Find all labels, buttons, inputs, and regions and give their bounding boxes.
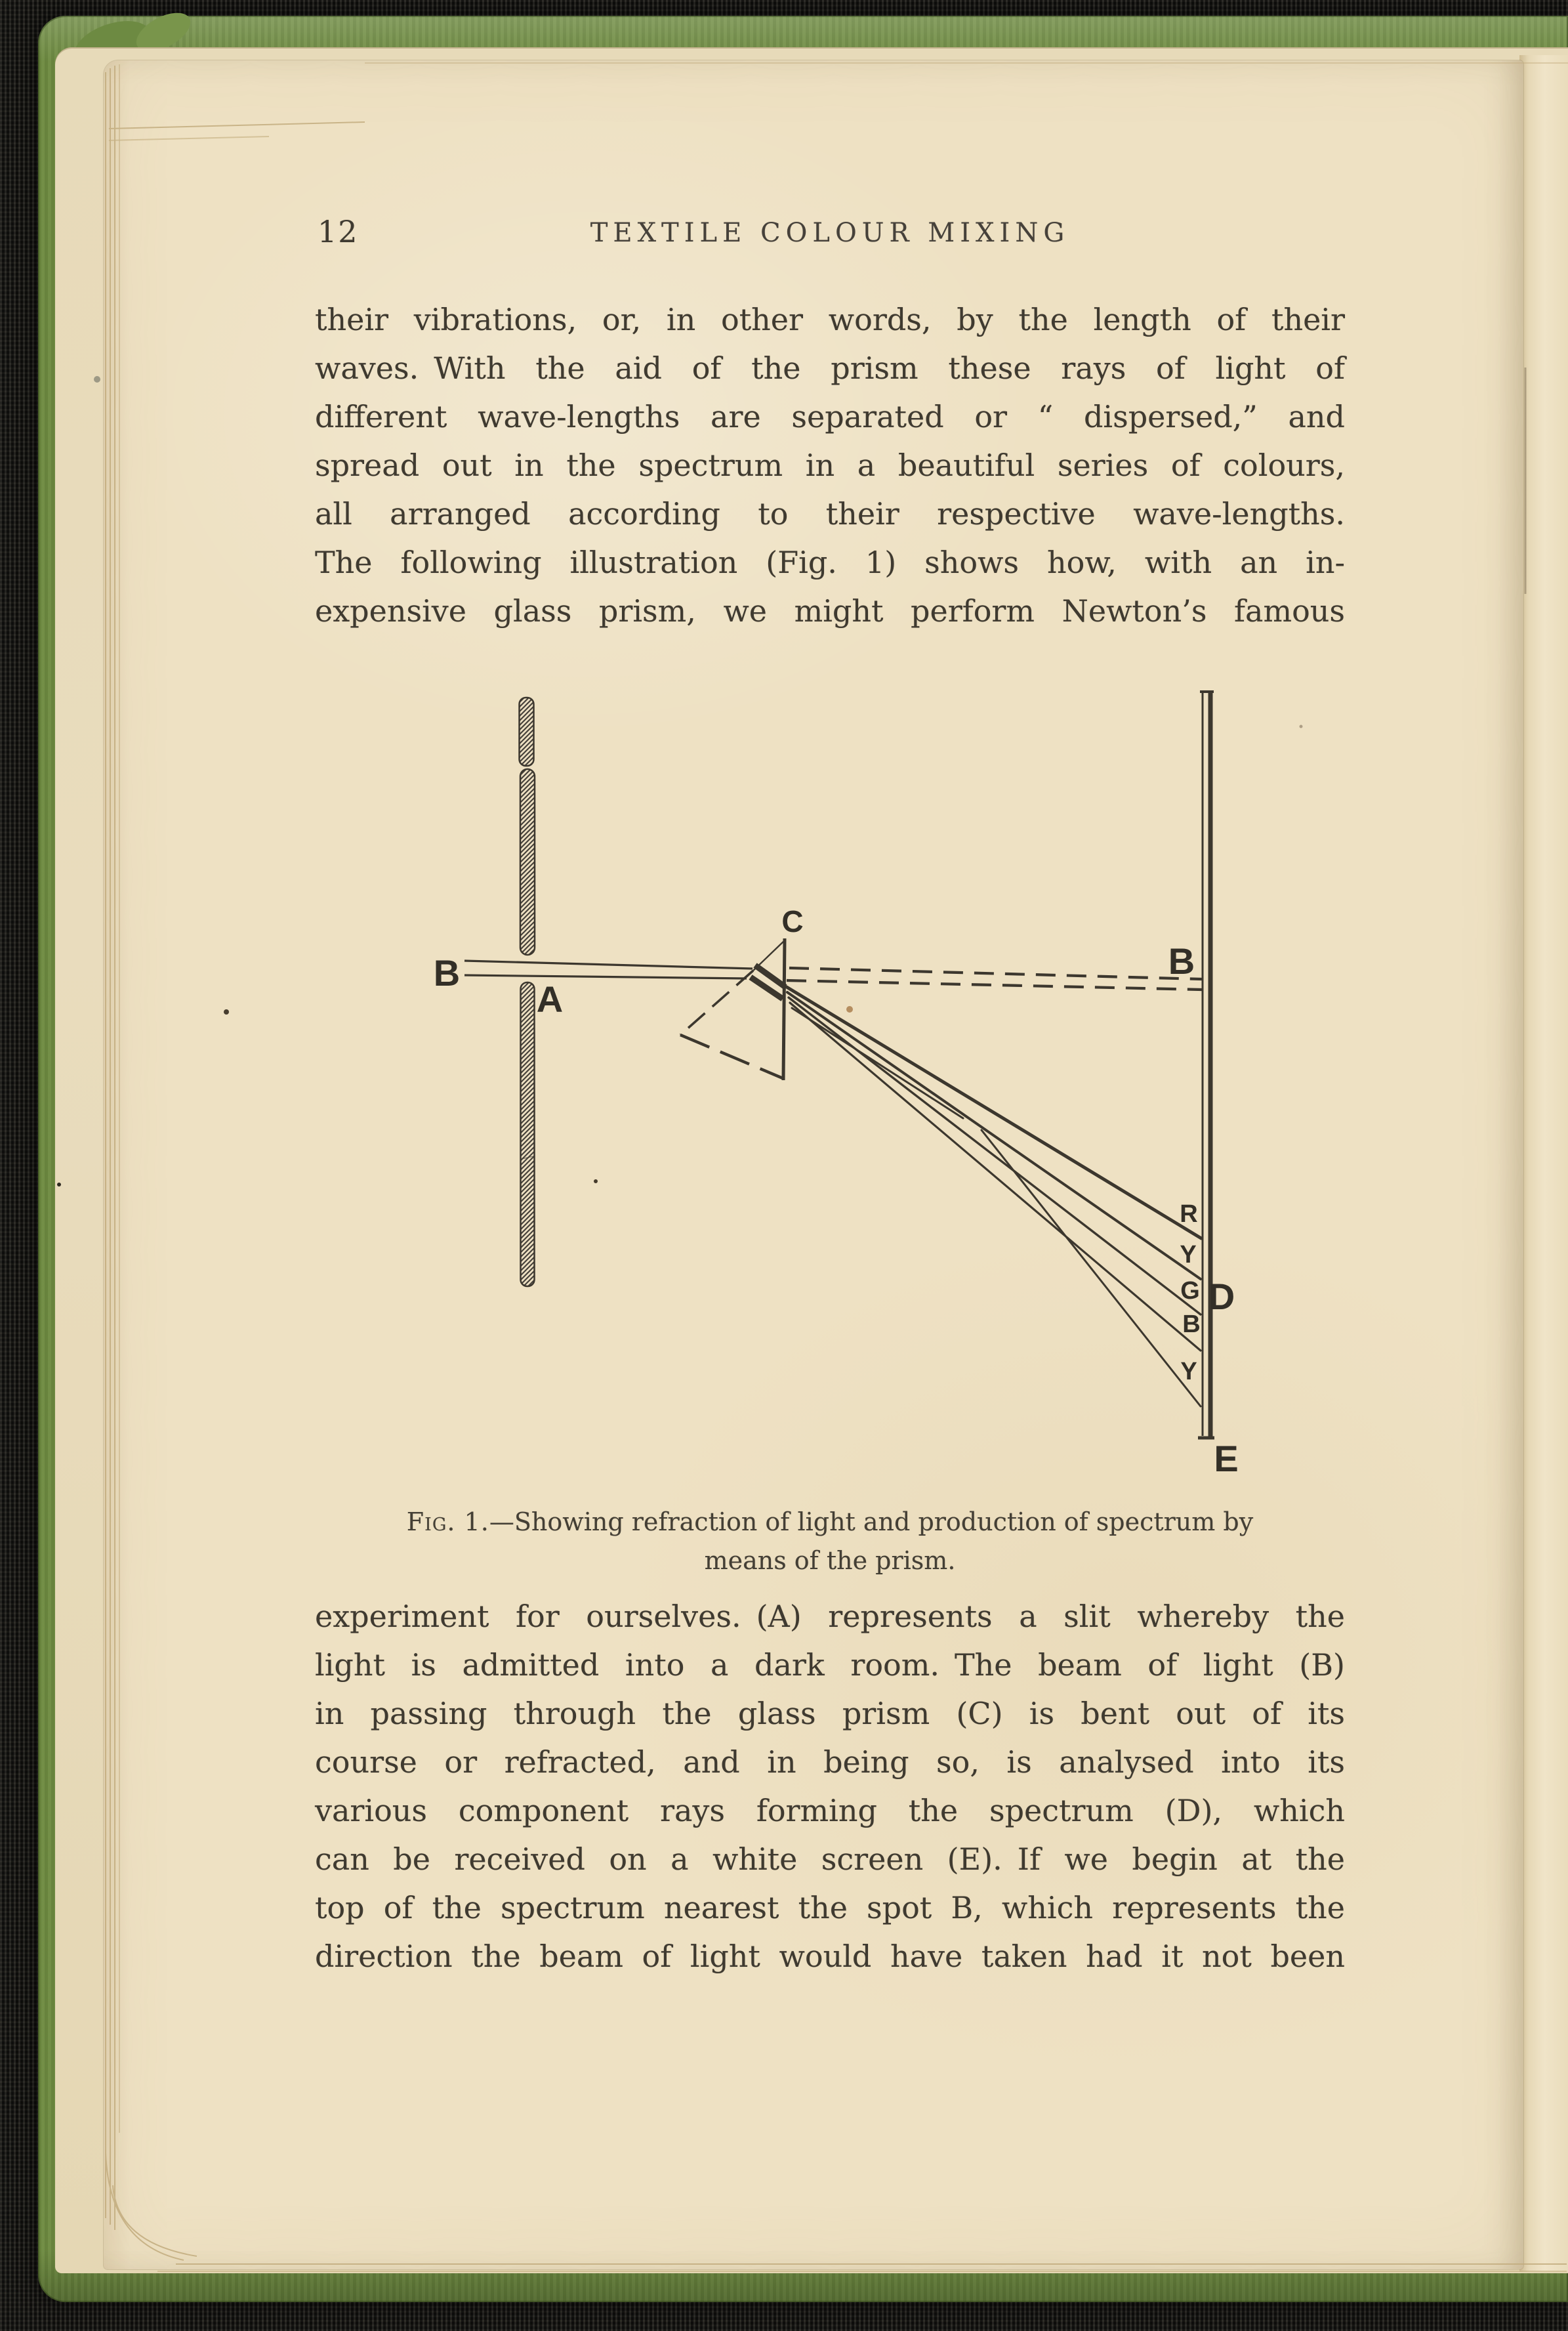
ray-label-g: G [1180, 1277, 1200, 1305]
page-number: 12 [318, 214, 359, 249]
ray-label-b: B [1182, 1311, 1201, 1338]
text-line: light is admitted into a dark room. The beam of light (B) [315, 1647, 1345, 1683]
projection-screen [1198, 690, 1214, 1439]
caption-line: means of the prism. [704, 1546, 956, 1575]
figure-caption [315, 1503, 1345, 1580]
ray-label-y2: Y [1180, 1358, 1197, 1385]
figure-label-d: D [1208, 1276, 1235, 1317]
light-beam [464, 961, 753, 978]
text-line: can be received on a white screen (E). If we begin at the [315, 1841, 1345, 1877]
spectrum-rays [787, 987, 1201, 1406]
text-line: their vibrations, or, in other words, by the length of their [315, 302, 1345, 337]
text-line: all arranged according to their respective wave-lengths. [315, 496, 1345, 532]
text-line: waves. With the aid of the prism these rays of light of [315, 350, 1345, 386]
text-line: various component rays forming the spectrum (D), which [315, 1793, 1345, 1828]
text-line: expensive glass prism, we might perform Newton’s famous [315, 593, 1345, 629]
ray-label-r: R [1180, 1200, 1198, 1228]
undeviated-beam-dashed [787, 968, 1202, 990]
text-line: top of the spectrum nearest the spot B, which represents the [315, 1890, 1345, 1925]
figure-label-a: A [536, 978, 564, 1020]
text-line: experiment for ourselves. (A) represents a slit whereby the [315, 1599, 1345, 1634]
text-line: course or refracted, and in being so, is analysed into its [315, 1744, 1345, 1780]
figure-label-b-right: B [1168, 940, 1195, 982]
text-line: direction the beam of light would have taken had it not been [315, 1939, 1345, 1974]
prism [680, 938, 785, 1080]
caption-text: —Showing refraction of light and production of spectrum by [489, 1507, 1254, 1536]
caption-fig-label: Fig. 1. [406, 1507, 489, 1536]
ray-label-y1: Y [1180, 1241, 1197, 1269]
slit-wall [520, 698, 535, 1286]
body-paragraph-top [315, 295, 1345, 635]
text-line: in passing through the glass prism (C) is bent out of its [315, 1696, 1345, 1731]
text-line: The following illustration (Fig. 1) shows how, with an in- [315, 545, 1345, 580]
text-line: spread out in the spectrum in a beautiful series of colours, [315, 448, 1345, 483]
figure-label-c: C [781, 904, 804, 938]
figure-label-e: E [1214, 1438, 1239, 1479]
running-header: TEXTILE COLOUR MIXING [590, 218, 1070, 248]
figure-label-b-left: B [433, 952, 461, 994]
body-paragraph-bottom [315, 1592, 1345, 1981]
text-line: different wave-lengths are separated or “ dispersed,” and [315, 399, 1345, 434]
caption-line [315, 1503, 1345, 1542]
